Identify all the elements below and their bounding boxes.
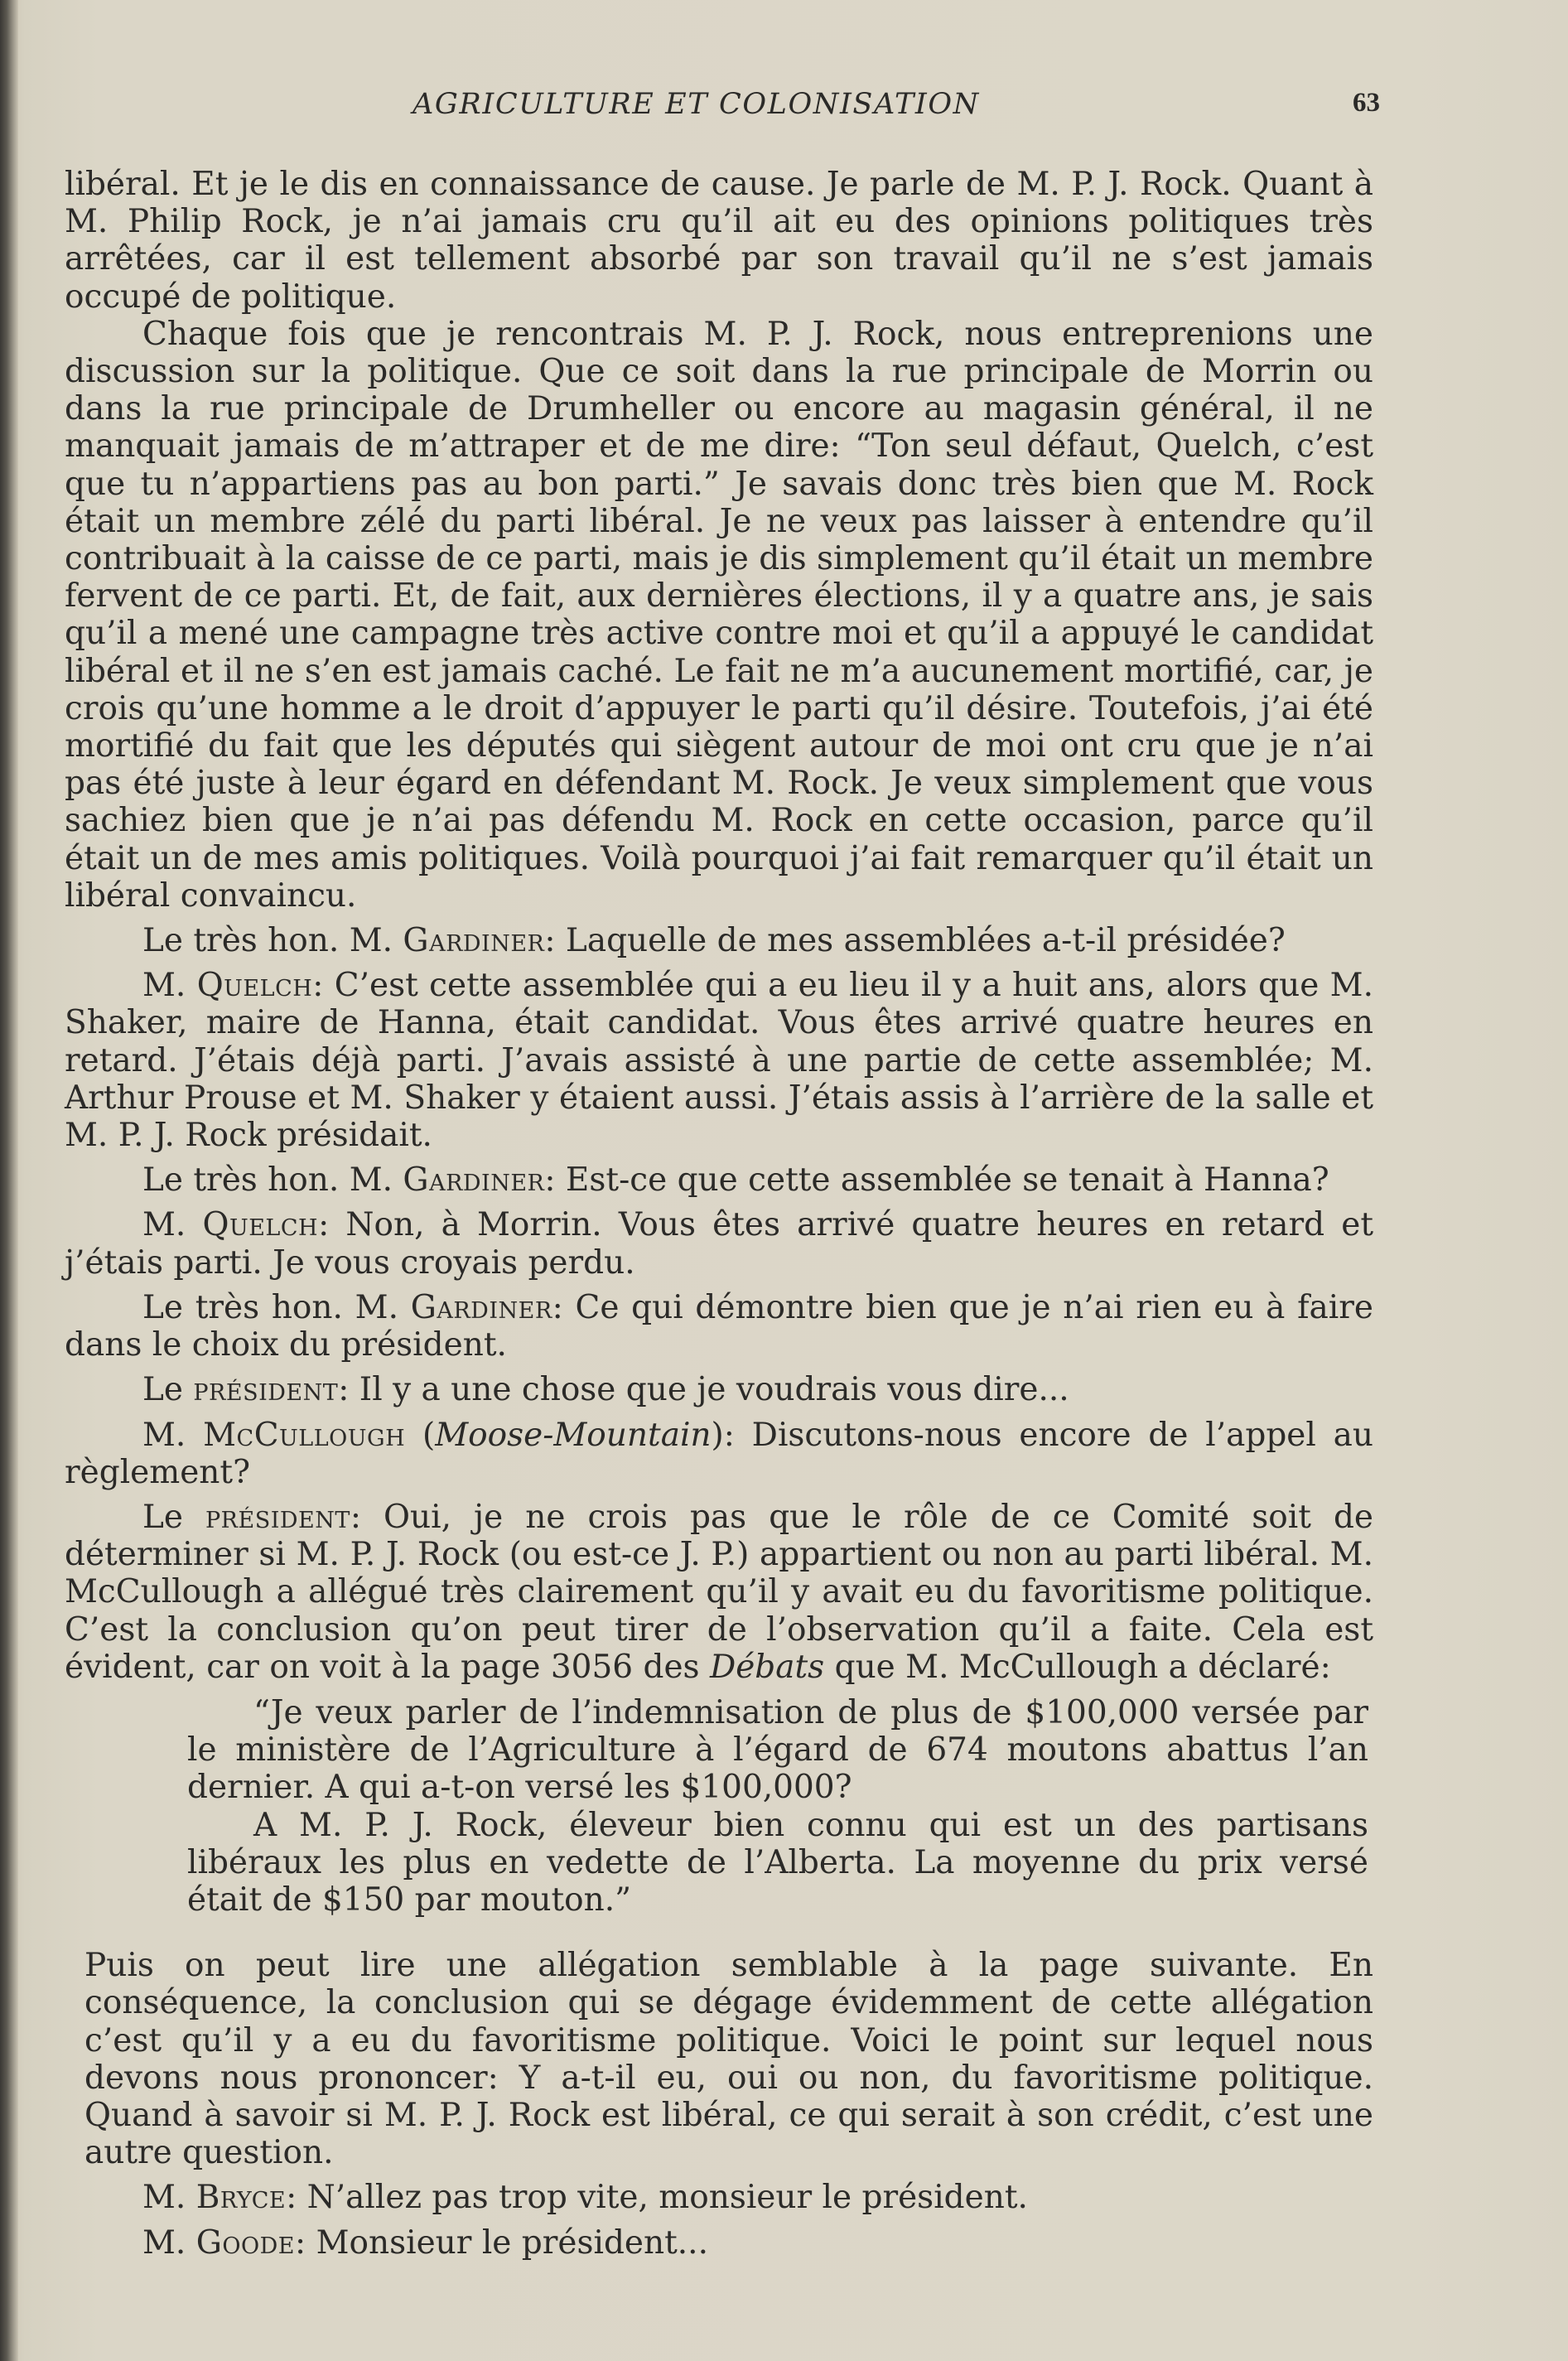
quote-paragraph-1: “Je veux parler de l’indemnisation de plus de $100,000 versée par le ministère de l’Agriculture à l’égard de 674 moutons abattus l’an dernier. A qui a-t-on versé les $100,000? bbox=[187, 1693, 1368, 1807]
speaker-prefix: Le bbox=[142, 1498, 206, 1536]
quote-paragraph-2: A M. P. J. Rock, éleveur bien connu qui est un des partisans libéraux les plus en vedette de l’Alberta. La moyenne du prix versé était de $150 par mouton.” bbox=[187, 1806, 1368, 1919]
speaker-prefix: Le bbox=[142, 1371, 194, 1409]
paragraph-after-quote: Puis on peut lire une allégation semblable à la page suivante. En conséquence, la conclusion qui se dégage évidemment de cette allégation c’est qu’il y a eu du favoritisme politique. Voici le point sur lequel nous devons nous prononcer: Y a-t-il eu, oui ou non, du favoritisme politique. Quand à savoir si M. P. J. Rock est libéral, ce qui serait à son crédit, c’est une autre question. bbox=[84, 1947, 1373, 2172]
speech-text: : Non, à Morrin. Vous êtes arrivé quatre heures en retard et j’étais parti. Je vous croyais perdu. bbox=[65, 1206, 1373, 1282]
paragraph-continuation: libéral. Et je le dis en connaissance de cause. Je parle de M. P. J. Rock. Quant à M. Philip Rock, je n’ai jamais cru qu’il ait eu des opinions politiques très arrêtées, car il est tellement absorbé par son travail qu’il ne s’est jamais occupé de politique. bbox=[65, 166, 1373, 316]
speaker-prefix: M. bbox=[142, 2223, 196, 2262]
speech-text: : Ce qui démontre bien que je n’ai rien eu à faire dans le choix du président. bbox=[65, 1288, 1373, 1364]
speech-quelch-1 bbox=[65, 967, 1373, 1154]
speaker-prefix: M. bbox=[142, 967, 197, 1005]
speech-text: : Oui, je ne crois pas que le rôle de ce Comité soit de déterminer si M. P. J. Rock (ou est-ce J. P.) appartient ou non au parti libéral. M. McCullough a allégué très clairement qu’il y avait eu du favoritisme politique. C’est la conclusion qu’on peut tirer de l’observation qu’il a faite. Cela est évident, car on voit à la page 3056 des bbox=[65, 1498, 1373, 1686]
speech-text: : C’est cette assemblée qui a eu lieu il y a huit ans, alors que M. Shaker, maire de Hanna, était candidat. Vous êtes arrivé quatre heures en retard. J’étais déjà parti. J’avais assisté à une partie de cette assemblée; M. Arthur Prouse et M. Shaker y étaient aussi. J’étais assis à l’arrière de la salle et M. P. J. Rock présidait. bbox=[65, 967, 1374, 1155]
speech-gardiner-3 bbox=[65, 1289, 1373, 1364]
speaker-name: Gardiner bbox=[410, 1288, 552, 1326]
speaker-name: Gardiner bbox=[403, 1161, 545, 1200]
page-body bbox=[65, 166, 1373, 2262]
speech-text: : Monsieur le président... bbox=[295, 2223, 708, 2262]
speech-text-end: que M. McCullough a déclaré: bbox=[824, 1648, 1331, 1686]
book-spine-shadow bbox=[0, 0, 18, 2361]
speech-gardiner-2 bbox=[65, 1161, 1373, 1199]
speaker-name: Goode bbox=[195, 2223, 296, 2262]
paragraph-rock-discussion: Chaque fois que je rencontrais M. P. J. Rock, nous entreprenions une discussion sur la politique. Que ce soit dans la rue principale de Morrin ou dans la rue principale de Drumheller ou encore au magasin général, il ne manquait jamais de m’attraper et de me dire: “Ton seul défaut, Quelch, c’est que tu n’appartiens pas au bon parti.” Je savais donc très bien que M. Rock était un membre zélé du parti libéral. Je ne veux pas laisser à entendre qu’il contribuait à la caisse de ce parti, mais je dis simplement qu’il était un membre fervent de ce parti. Et, de fait, aux dernières élections, il y a quatre ans, je sais qu’il a mené une campagne très active contre moi et qu’il a appuyé le candidat libéral et il ne s’en est jamais caché. Le fait ne m’a aucunement mortifié, car, je crois qu’une homme a le droit d’appuyer le parti qu’il désire. Toutefois, j’ai été mortifié du fait que les députés qui siègent autour de moi ont cru que je n’ai pas été juste à leur égard en défendant M. Rock. Je veux simplement que vous sachiez bien que je n’ai pas défendu M. Rock en cette occasion, parce qu’il était un de mes amis politiques. Voilà pourquoi j’ai fait remarquer qu’il était un libéral convaincu. bbox=[65, 315, 1374, 915]
speaker-name: McCullough bbox=[203, 1416, 406, 1454]
speaker-prefix: M. bbox=[142, 1416, 204, 1454]
speech-mccullough: M. McCullough (Moose-Mountain): Discutons-nous encore de l’appel au règlement? bbox=[65, 1416, 1373, 1491]
speaker-name: Quelch bbox=[196, 967, 313, 1005]
speaker-name: Quelch bbox=[202, 1206, 319, 1244]
speech-gardiner-1 bbox=[65, 922, 1373, 959]
speech-text: : Laquelle de mes assemblées a-t-il présidée? bbox=[544, 922, 1286, 960]
speaker-prefix: M. bbox=[142, 1206, 203, 1244]
speaker-name: président bbox=[193, 1371, 339, 1409]
riding-name: Moose-Mountain bbox=[435, 1416, 712, 1454]
speech-president-1 bbox=[65, 1371, 1373, 1408]
page-number: 63 bbox=[1353, 88, 1380, 118]
speech-text: : Discutons-nous encore de l’appel au règlement? bbox=[65, 1416, 1373, 1491]
speech-text: : Est-ce que cette assemblée se tenait à Hanna? bbox=[544, 1161, 1329, 1200]
speech-text: : Il y a une chose que je voudrais vous dire... bbox=[338, 1371, 1069, 1409]
speaker-name: Bryce bbox=[195, 2179, 287, 2217]
page-header bbox=[65, 88, 1380, 129]
debates-title: Débats bbox=[709, 1648, 825, 1686]
speaker-name: président bbox=[205, 1498, 350, 1536]
block-quote bbox=[65, 1694, 1373, 1919]
speaker-prefix: M. bbox=[142, 2179, 196, 2217]
running-head: AGRICULTURE ET COLONISATION bbox=[413, 88, 980, 121]
speaker-prefix: Le très hon. M. bbox=[142, 1288, 411, 1326]
speech-goode bbox=[65, 2224, 1373, 2262]
speaker-prefix: Le très hon. M. bbox=[142, 922, 403, 960]
speech-bryce bbox=[65, 2179, 1373, 2216]
speaker-prefix: Le très hon. M. bbox=[142, 1161, 403, 1200]
speech-quelch-2 bbox=[65, 1206, 1373, 1281]
speech-president-2 bbox=[65, 1499, 1373, 1686]
speech-text: : N’allez pas trop vite, monsieur le président. bbox=[286, 2179, 1028, 2217]
speaker-name: Gardiner bbox=[403, 922, 545, 960]
